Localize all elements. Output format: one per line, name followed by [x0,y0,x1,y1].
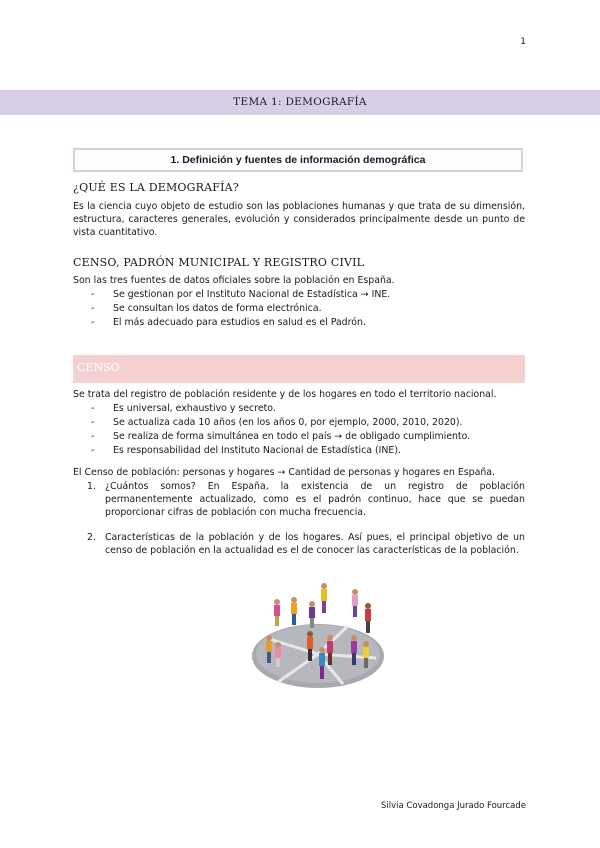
item-text: Características de la población y de los hogares. Así pues, el principal objetivo de un censo de población en la actualidad es el de conocer las características de la población. [105,532,525,556]
censo-heading: CENSO [77,361,120,374]
section-title: 1. Definición y fuentes de información demográfica [73,148,523,172]
item-number: 1. [87,481,96,492]
list-item: - Se actualiza cada 10 años (en los años 0, por ejemplo, 2000, 2010, 2020). [73,416,525,430]
person-figure [321,583,327,613]
censo-definition: El Censo de población: personas y hogares → Cantidad de personas y hogares en España. [73,467,496,478]
list-item: - Es universal, exhaustivo y secreto. [73,402,525,416]
footer-author: Silvia Covadonga Jurado Fourcade [381,801,526,811]
list-item: - El más adecuado para estudios en salud es el Padrón. [73,316,525,330]
censo-list [73,402,525,458]
page-number: 1 [520,37,526,47]
list-item: - Es responsabilidad del Instituto Nacional de Estadística (INE). [73,444,525,458]
censo-band [73,355,525,383]
numbered-item [73,480,525,519]
population-illustration [248,578,388,693]
censo-intro: Se trata del registro de población residente y de los hogares en todo el territorio nacional. [73,389,497,400]
heading-fuentes: CENSO, PADRÓN MUNICIPAL Y REGISTRO CIVIL [73,256,365,269]
fuentes-intro: Son las tres fuentes de datos oficiales sobre la población en España. [73,275,395,286]
item-number: 2. [87,532,96,543]
item-text: ¿Cuántos somos? En España, la existencia de un registro de población permanentemente actualizado, como es el padrón continuo, hace que se puedan proporcionar cifras de población con mucha frecuencia. [105,481,525,518]
list-item: - Se realiza de forma simultánea en todo el país → de obligado cumplimiento. [73,430,525,444]
list-item: - Se consultan los datos de forma electrónica. [73,302,525,316]
list-item: - Se gestionan por el Instituto Nacional de Estadística → INE. [73,288,525,302]
heading-que-es-demografia: ¿QUÉ ES LA DEMOGRAFÍA? [73,181,239,194]
demografia-definition: Es la ciencia cuyo objeto de estudio son las poblaciones humanas y que trata de su dimensión, estructura, caracteres generales, evolución y considerados principalmente desde un punto de vista cuantitativo. [73,201,525,238]
page-title: TEMA 1: DEMOGRAFÍA [233,96,367,108]
fuentes-list [73,288,525,330]
numbered-item [73,531,525,557]
